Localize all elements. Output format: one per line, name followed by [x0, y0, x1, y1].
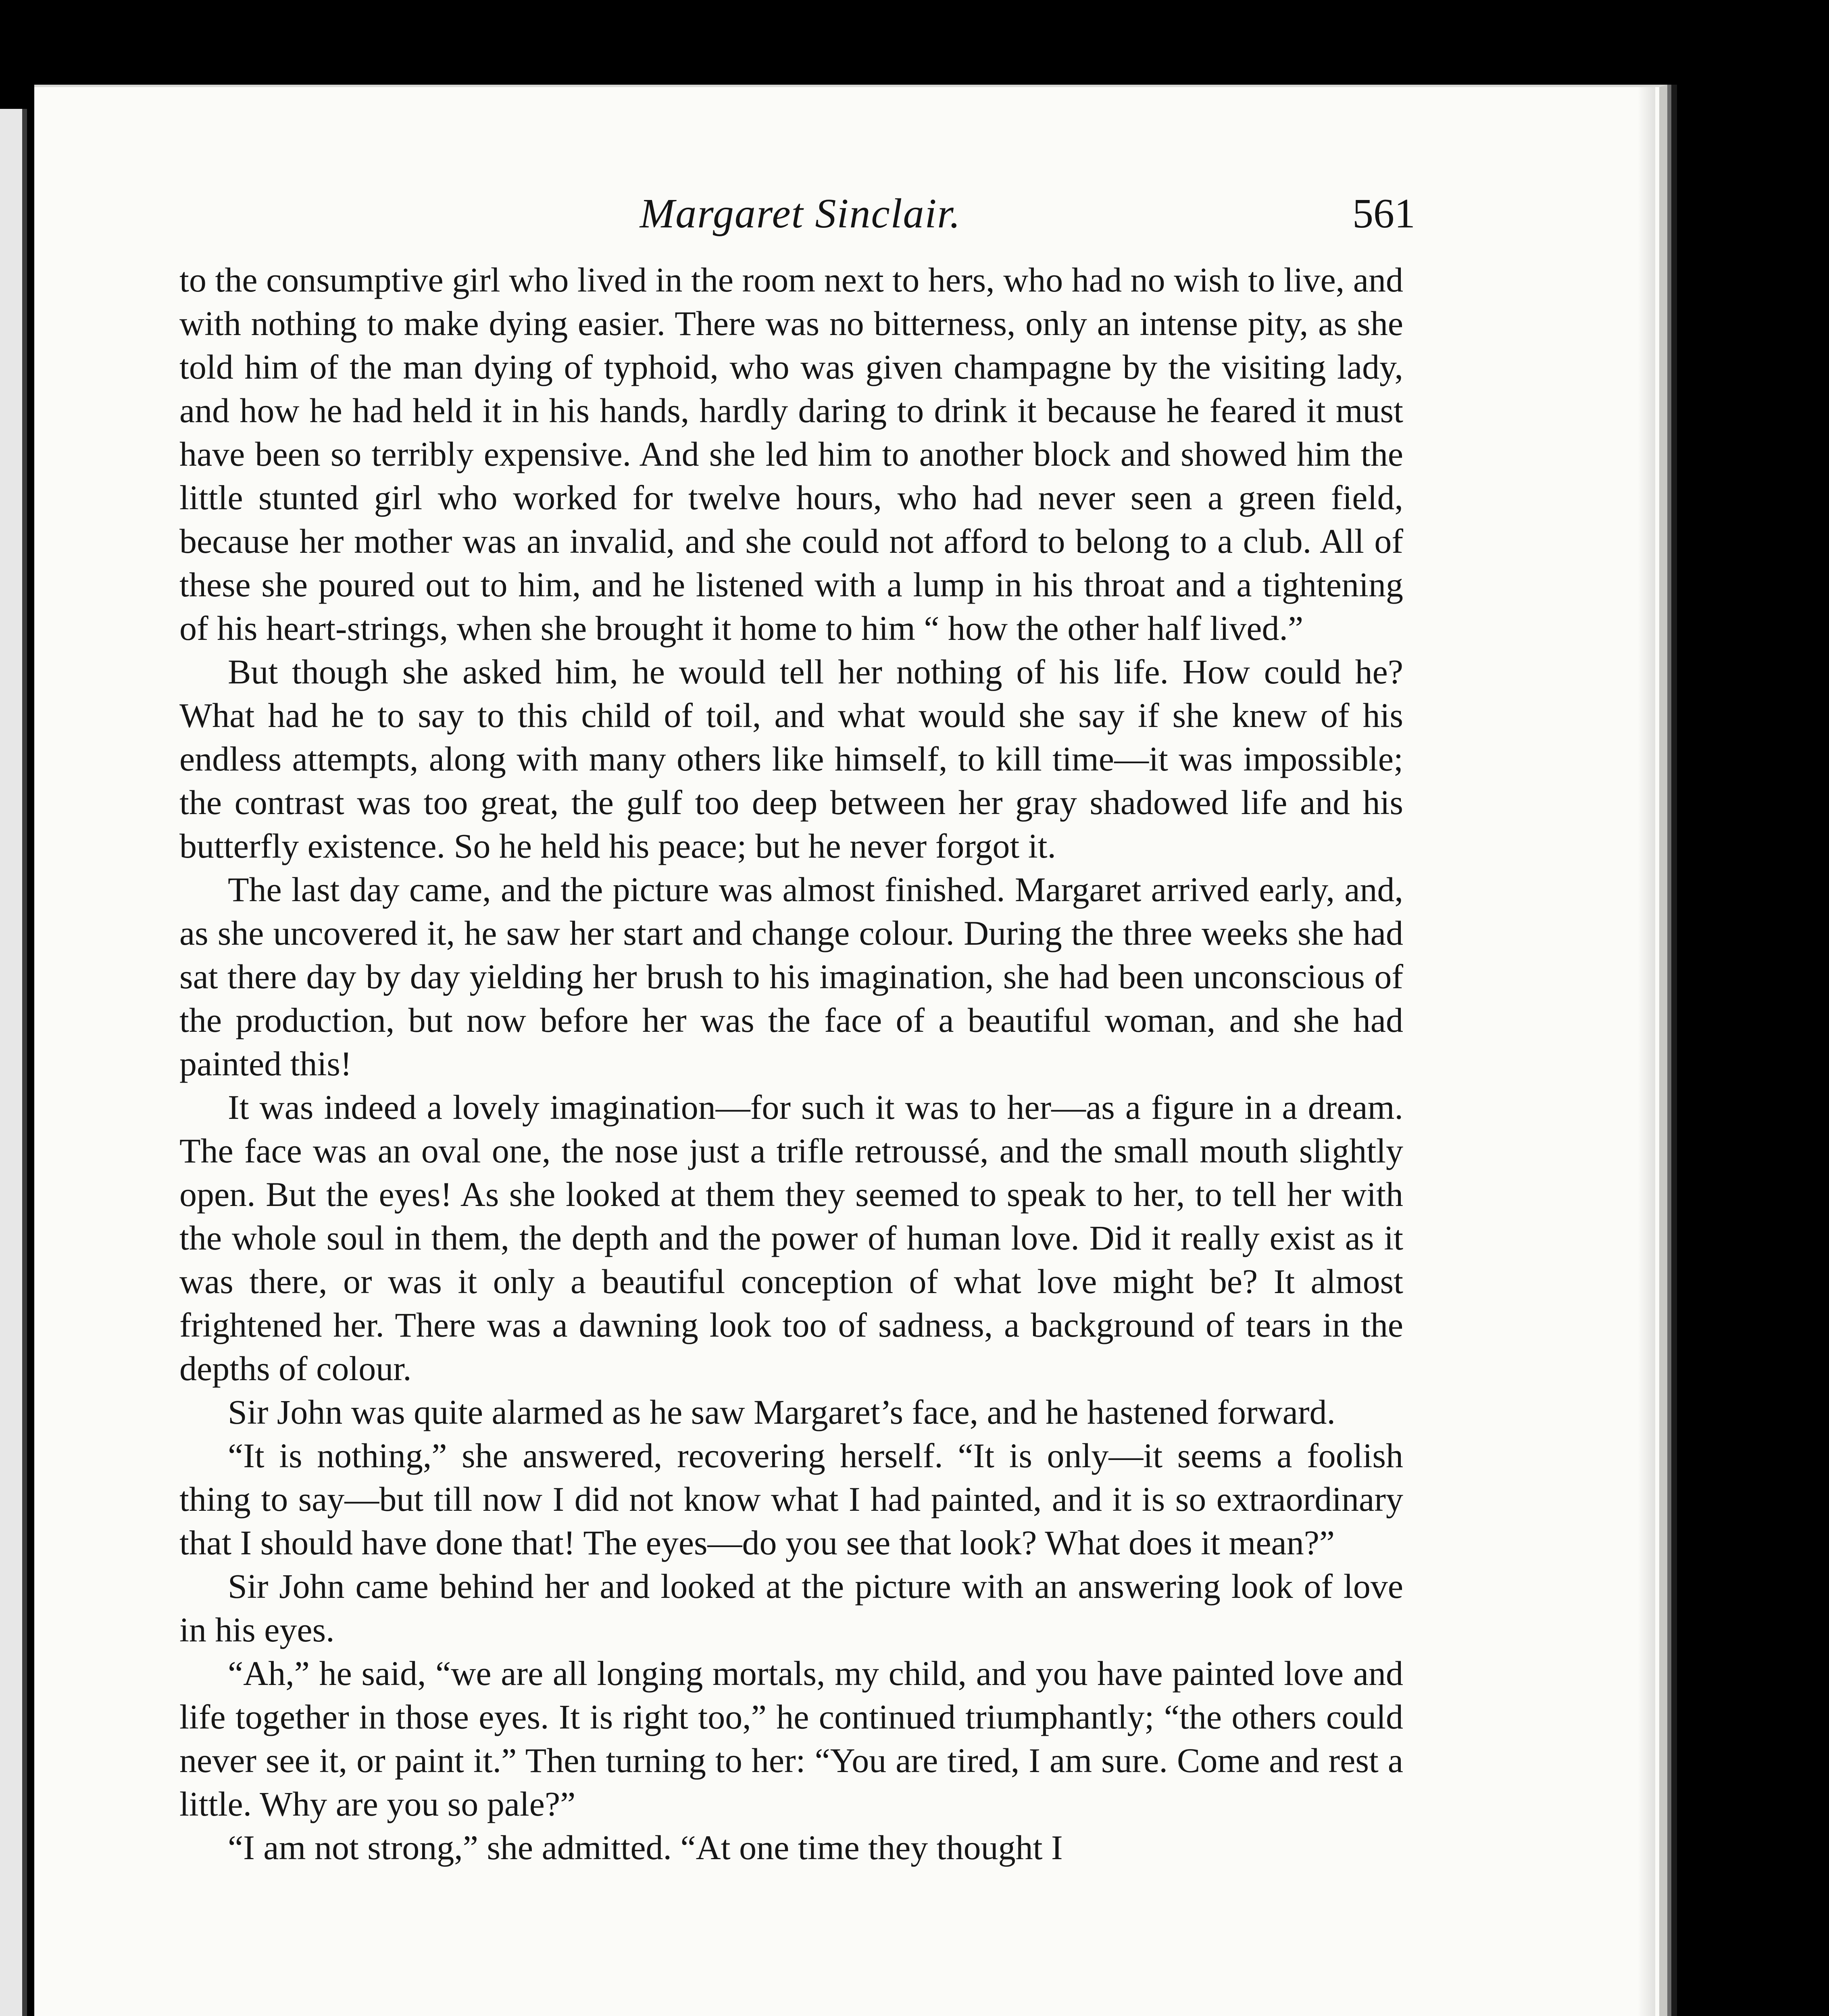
paragraph: But though she asked him, he would tell her nothing of his life. How could he? What had he to say to this child of toil, and what would she say if she knew of his endless attempts, along with many others like himself, to kill time—it was impossible; the contrast was too great, the gulf too deep between her gray shadowed life and his butterfly existence. So he held his peace; but he never forgot it.	[179, 652, 1403, 865]
running-title: Margaret Sinclair.	[640, 190, 961, 237]
running-head	[185, 190, 1415, 258]
paragraph-continued: to the consumptive girl who lived in the room next to hers, who had no wish to live, and with nothing to make dying easier. There was no bitterness, only an intense pity, as she told him of the man dying of typhoid, who was given champagne by the visiting lady, and how he had held it in his hands, hardly daring to drink it because he feared it must have been so terribly expensive. And she led him to another block and showed him the little stunted girl who worked for twelve hours, who had never seen a green field, because her mother was an invalid, and she could not afford to belong to a club. All of these she poured out to him, and he listened with a lump in his throat and a tightening of his heart-strings, when she brought it home to him “ how the other half lived.”	[179, 260, 1403, 648]
paragraph: It was indeed a lovely imagination—for such it was to her—as a figure in a dream. The face was an oval one, the nose just a trifle retroussé, and the small mouth slightly open. But the eyes! As she looked at them they seemed to speak to her, to tell her with the whole soul in them, the depth and the power of human love. Did it really exist as it was there, or was it only a beautiful conception of what love might be? It almost frightened her. There was a dawning look too of sadness, a background of tears in the depths of colour.	[179, 1088, 1403, 1388]
paragraph: “Ah,” he said, “we are all longing mortals, my child, and you have painted love and life together in those eyes. It is right too,” he continued triumphantly; “the others could never see it, or paint it.” Then turning to her: “You are tired, I am sure. Come and rest a little. Why are you so pale?”	[179, 1654, 1403, 1823]
paragraph: Sir John was quite alarmed as he saw Margaret’s face, and he hastened forward.	[228, 1393, 1336, 1431]
body-text	[179, 258, 1403, 1869]
page-fold-shadow	[1637, 87, 1655, 2016]
paragraph: The last day came, and the picture was almost finished. Margaret arrived early, and, as she uncovered it, he saw her start and change colour. During the three weeks she had sat there day by day yielding her brush to his imagination, she had been unconscious of the production, but now before her was the face of a beautiful woman, and she had painted this!	[179, 870, 1403, 1083]
paragraph: Sir John came behind her and looked at the picture with an answering look of love in his eyes.	[179, 1567, 1403, 1649]
paragraph-last-line: “I am not strong,” she admitted. “At one time they thought I	[228, 1828, 1063, 1867]
paragraph: “It is nothing,” she answered, recovering herself. “It is only—it seems a foolish thing to say—but till now I did not know what I had painted, and it is so extraordinary that I should have done that! The eyes—do you see that look? What does it mean?”	[179, 1436, 1403, 1562]
left-page-edge	[0, 109, 27, 2016]
page-number: 561	[1352, 190, 1415, 237]
